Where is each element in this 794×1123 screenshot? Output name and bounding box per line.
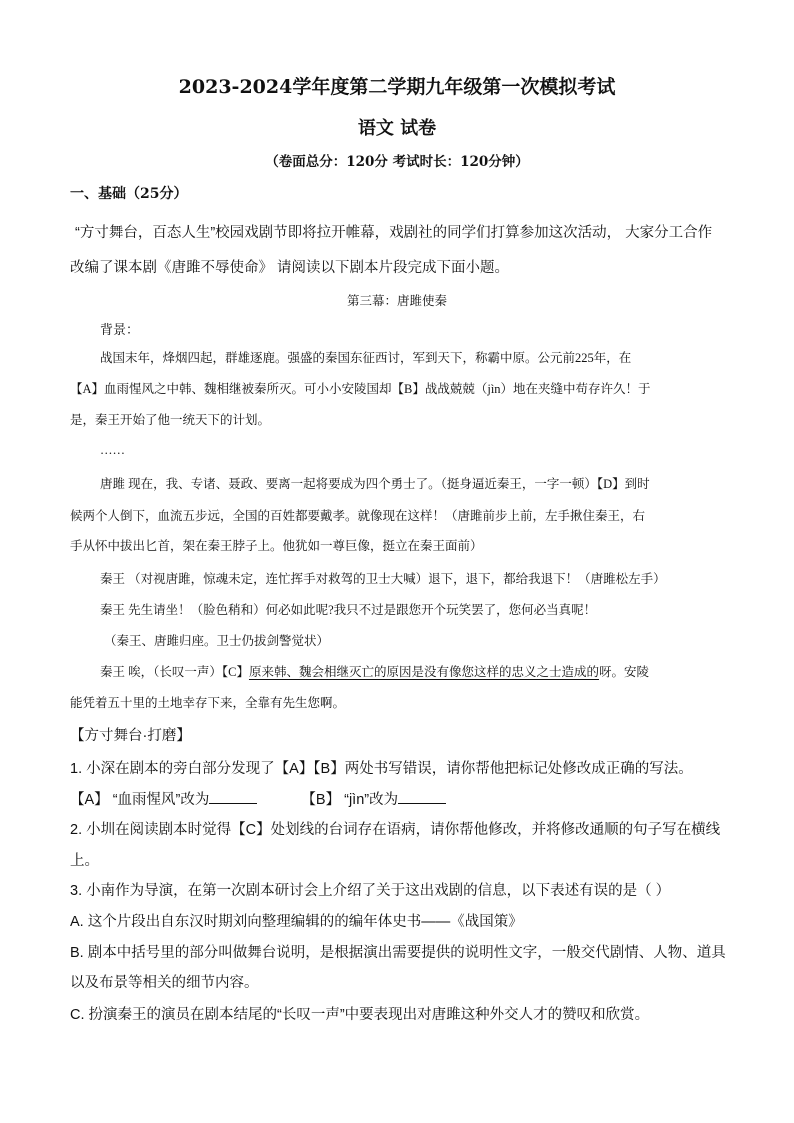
answer-a-blank[interactable] — [209, 789, 257, 804]
option-c: C. 扮演秦王的演员在剧本结尾的“长叹一声”中要表现出对唐雎这种外交人才的赞叹和欣赏。 — [70, 1007, 650, 1023]
tang-line-1: 唐雎 现在，我、专诸、聂政、要离一起将要成为四个勇士了。（挺身逼近秦王，一字一顿）【D】到时 — [100, 477, 650, 491]
exam-subtitle: 语文 试卷 — [357, 118, 437, 139]
questions-section-label: 【方寸舞台·打磨】 — [70, 728, 191, 744]
stage-direction: （秦王、唐雎归座。卫士仍拔剑警觉状） — [104, 634, 330, 648]
scene-title: 第三幕：唐雎使秦 — [346, 294, 447, 308]
underlined-sentence-c: 原来韩、魏会相继灭亡的原因是没有像您这样的忠义之士造成的 — [248, 665, 599, 679]
option-b-line-1: B. 剧本中括号里的部分叫做舞台说明，是根据演出需要提供的说明性文字，一般交代剧情、人物、道具 — [70, 945, 726, 961]
intro-line-2: 改编了课本剧《唐雎不辱使命》 请阅读以下剧本片段完成下面小题。 — [70, 260, 510, 276]
background-line-3: 是，秦王开始了他一统天下的计划。 — [70, 413, 271, 427]
question-2-line-2: 上。 — [70, 853, 99, 869]
question-1: 1. 小深在剧本的旁白部分发现了【A】【B】两处书写错误，请你帮他把标记处修改成正确的写法。 — [70, 761, 693, 777]
tang-line-3: 手从怀中拔出匕首，架在秦王脖子上。他犹如一尊巨像，挺立在秦王面前） — [70, 539, 483, 553]
question-3: 3. 小南作为导演，在第一次剧本研讨会上介绍了关于这出戏剧的信息，以下表述有误的是（ ） — [70, 883, 671, 899]
background-line-2: 【A】血雨惺风之中韩、魏相继被秦所灭。可小小安陵国却【B】战战兢兢（jìn）地在夹缝中苟存许久！于 — [70, 382, 651, 396]
ellipsis: …… — [100, 443, 125, 457]
answer-b-label: 【B】 “jìn”改为 — [301, 792, 399, 808]
exam-title: 2023-2024学年度第二学期九年级第一次模拟考试 — [178, 76, 616, 98]
tang-line-2: 候两个人倒下，血流五步远，全国的百姓都要戴孝。就像现在这样！（唐雎前步上前，左手揪住秦王，右 — [70, 509, 646, 523]
qin-line-4: 能凭着五十里的土地幸存下来，全靠有先生您啊。 — [70, 696, 346, 710]
option-a: A. 这个片段出自东汉时期刘向整理编辑的的编年体史书——《战国策》 — [70, 914, 523, 930]
qin-line-3 — [100, 662, 649, 680]
qin-line-3-prefix: 秦王 唉，（长叹一声）【C】 — [100, 665, 249, 679]
exam-meta: （卷面总分：120分 考试时长：120分钟） — [265, 154, 529, 170]
section-heading: 一、基础（25分） — [70, 186, 188, 202]
background-line-1: 战国末年，烽烟四起，群雄逐鹿。强盛的秦国东征西讨，军到天下，称霸中原。公元前225年，在 — [100, 351, 632, 365]
answer-a-label: 【A】 “血雨惺风”改为 — [70, 792, 210, 808]
option-b-line-2: 以及布景等相关的细节内容。 — [70, 975, 259, 991]
qin-line-2: 秦王 先生请坐！（脸色稍和）何必如此呢?我只不过是跟您开个玩笑罢了，您何必当真呢！ — [100, 603, 597, 617]
intro-line-1: “方寸舞台，百态人生”校园戏剧节即将拉开帷幕，戏剧社的同学们打算参加这次活动， 大家分工合作 — [75, 225, 713, 241]
background-label: 背景： — [100, 322, 140, 337]
answer-b-blank[interactable] — [398, 789, 446, 804]
qin-line-1: 秦王 （对视唐雎，惊魂未定，连忙挥手对救驾的卫士大喊）退下，退下，都给我退下！（唐雎松左手） — [100, 572, 666, 586]
question-1-answers — [70, 788, 446, 809]
question-2-line-1: 2. 小圳在阅读剧本时觉得【C】处划线的台词存在语病，请你帮他修改，并将修改通顺的句子写在横线 — [70, 822, 721, 838]
qin-line-3-suffix: 呀。安陵 — [598, 665, 649, 679]
